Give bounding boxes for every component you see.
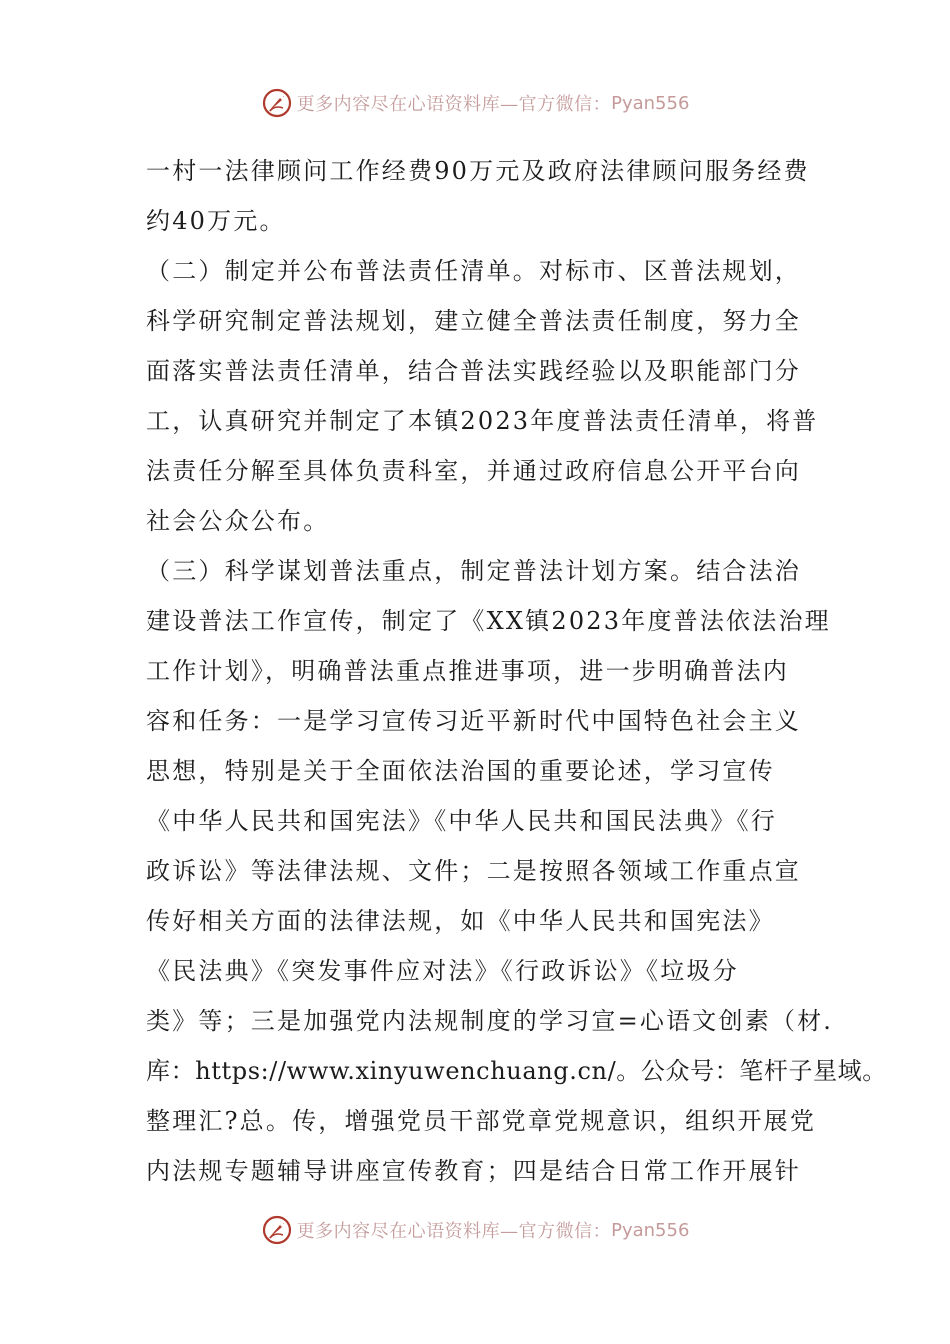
document-body xyxy=(146,146,887,1196)
text-line: 内法规专题辅导讲座宣传教育；四是结合日常工作开展针 xyxy=(146,1157,801,1185)
text-line: 整理汇?总。传，增强党员干部党章党规意识，组织开展党 xyxy=(146,1107,817,1135)
text-line: 工，认真研究并制定了本镇2023年度普法责任清单，将普 xyxy=(146,407,819,435)
footer-banner-text: 更多内容尽在心语资料库—官方微信： xyxy=(296,1221,612,1242)
text-line: 思想，特别是关于全面依法治国的重要论述，学习宣传 xyxy=(146,757,775,785)
text-line: 《民法典》《突发事件应对法》《行政诉讼》《垃圾分 xyxy=(146,957,739,985)
header-wechat-id: Pyan556 xyxy=(611,92,690,114)
text-line: 容和任务：一是学习宣传习近平新时代中国特色社会主义 xyxy=(146,707,801,735)
text-line: 库：https://www.xinyuwenchuang.cn/。公众号：笔杆子星域。 xyxy=(146,1057,887,1085)
text-line: 工作计划》，明确普法重点推进事项，进一步明确普法内 xyxy=(146,657,789,685)
header-banner-text: 更多内容尽在心语资料库—官方微信： xyxy=(296,94,612,115)
text-line: 一村一法律顾问工作经费90万元及政府法律顾问服务经费 xyxy=(146,157,810,185)
text-line: 科学研究制定普法规划，建立健全普法责任制度，努力全 xyxy=(146,307,801,335)
text-line: 政诉讼》等法律法规、文件；二是按照各领域工作重点宣 xyxy=(146,857,801,885)
text-line: 《中华人民共和国宪法》《中华人民共和国民法典》《行 xyxy=(146,807,777,835)
text-line: 传好相关方面的法律法规，如《中华人民共和国宪法》 xyxy=(146,907,775,935)
text-line: （三）科学谋划普法重点，制定普法计划方案。结合法治 xyxy=(146,557,801,585)
text-line: 法责任分解至具体负责科室，并通过政府信息公开平台向 xyxy=(146,457,801,485)
text-line: 建设普法工作宣传，制定了《XX镇2023年度普法依法治理 xyxy=(146,607,831,635)
text-line: 约40万元。 xyxy=(146,207,286,235)
text-line: （二）制定并公布普法责任清单。对标市、区普法规划， xyxy=(146,257,801,285)
text-line: 面落实普法责任清单，结合普法实践经验以及职能部门分 xyxy=(146,357,801,385)
text-line: 类》等；三是加强党内法规制度的学习宣=心语文创素（材. xyxy=(146,1007,834,1035)
pen-nib-icon xyxy=(261,87,293,119)
text-line: 社会公众公布。 xyxy=(146,507,330,535)
footer-banner xyxy=(0,1210,950,1250)
footer-wechat-id: Pyan556 xyxy=(611,1219,690,1241)
pen-nib-icon xyxy=(261,1214,293,1246)
header-banner xyxy=(0,83,950,123)
